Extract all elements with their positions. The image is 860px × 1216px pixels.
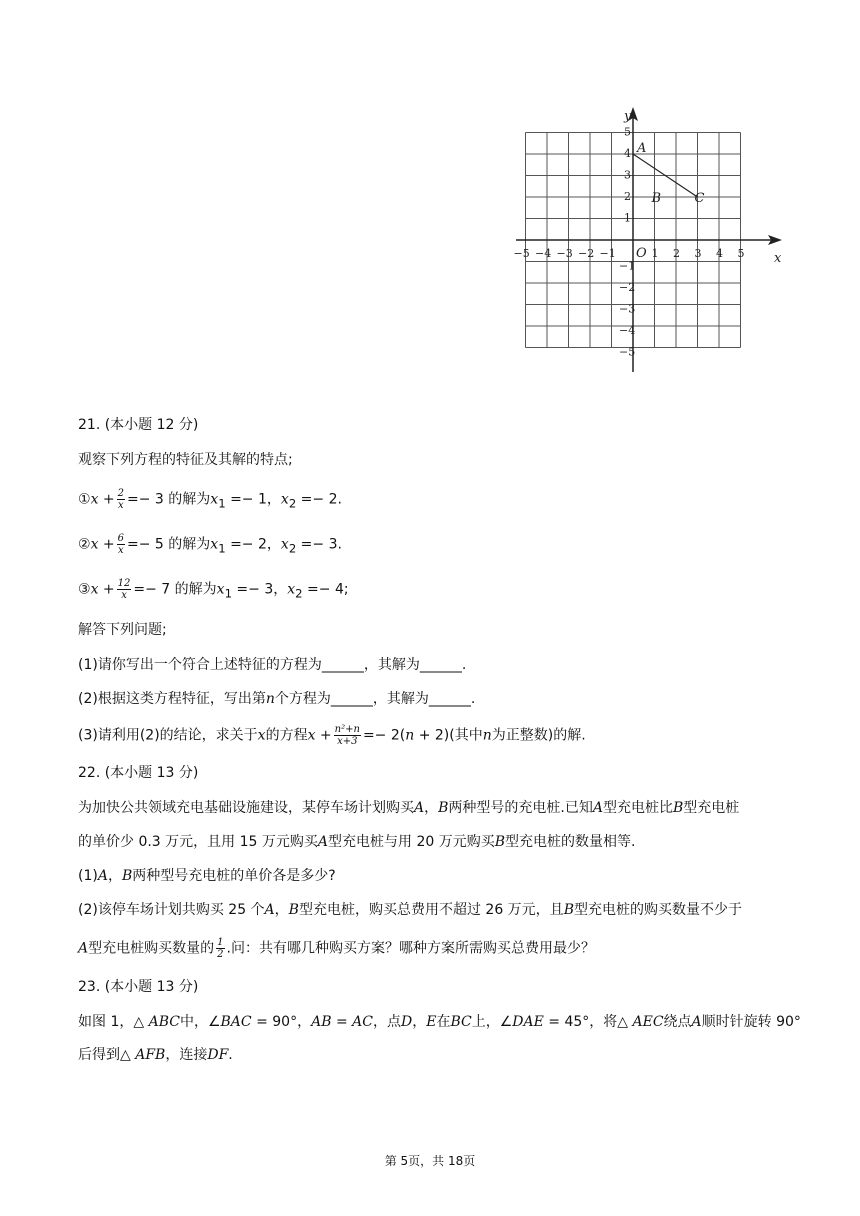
- q22-line-2: 的单价少 0.3 万元，且用 15 万元购买A型充电桩与用 20 万元购买B型充电桩的数量相等.: [78, 834, 636, 850]
- q23-line-1: 如图 1，△ ABC中，∠BAC = 90°，AB = AC，点D，E在BC上，∠DAE = 45°，将△ AEC绕点A顺时针旋转 90°: [78, 1014, 801, 1030]
- y-tick-label: −5: [619, 345, 636, 359]
- q22-part-1: (1)A，B两种型号充电桩的单价各是多少?: [78, 868, 336, 884]
- x-axis-label: x: [774, 251, 782, 266]
- y-tick-label: 4: [624, 147, 631, 160]
- x-tick-label: 3: [694, 247, 702, 260]
- q21-intro: 观察下列方程的特征及其解的特点;: [78, 452, 293, 468]
- q21-equation-3: ③x + $\frac{12}{x}$ =− 7 的解为$x_1 =- 3$，$x_2 =- 4$;: [78, 578, 349, 601]
- y-axis-label: y: [624, 109, 632, 124]
- q21-answer-intro: 解答下列问题;: [78, 622, 167, 638]
- point-label-b: B: [651, 191, 662, 206]
- coordinate-grid: [512, 104, 788, 378]
- x-tick-label: −4: [535, 247, 552, 260]
- y-tick-label: −4: [619, 324, 636, 337]
- eq-marker: ③: [78, 581, 91, 598]
- eq-marker: ①: [78, 491, 91, 508]
- x-tick-label: −5: [513, 247, 530, 260]
- q23-header: 23. (本小题 13 分): [78, 979, 199, 995]
- origin-label: O: [636, 246, 647, 261]
- q22-header: 22. (本小题 13 分): [78, 765, 199, 781]
- q21-equation-1: ①x + $\frac{2}{x}$ =− 3 的解为$x_1 =- 1$，$x_2 =- 2$.: [78, 488, 342, 511]
- x-tick-label: 5: [737, 247, 745, 260]
- y-tick-label: 1: [624, 211, 631, 225]
- y-tick-label: 3: [624, 168, 631, 182]
- point-label-a: A: [637, 141, 647, 156]
- eq-marker: ②: [78, 536, 91, 553]
- fraction: $\frac{6}{x}$: [117, 533, 125, 556]
- q22-part-2: (2)该停车场计划共购买 25 个A，B型充电桩，购买总费用不超过 26 万元，且B型充电桩的购买数量不少于: [78, 902, 742, 918]
- x-tick-label: 4: [716, 247, 723, 260]
- y-tick-label: 5: [624, 125, 631, 139]
- fraction: $\frac{1}{2}$: [217, 937, 224, 960]
- y-tick-label: −3: [619, 302, 636, 316]
- y-tick-label: −2: [619, 281, 636, 294]
- fraction: $\frac{12}{x}$: [117, 578, 131, 601]
- y-tick-label: 2: [624, 190, 631, 203]
- q21-equation-2: ②x + $\frac{6}{x}$ =− 5 的解为$x_1 =- 2$，$x_2 =- 3$.: [78, 533, 342, 556]
- fraction: $\frac{2}{x}$: [117, 488, 125, 511]
- x-tick-label: 1: [651, 247, 659, 260]
- q22-part-2-cont: A型充电桩购买数量的 $\frac{1}{2}$ .问：共有哪几种购买方案？哪种方案所需购买总费用最少？: [78, 937, 595, 960]
- x-tick-label: −3: [556, 247, 573, 260]
- q21-header: 21. (本小题 12 分): [78, 417, 199, 433]
- coordinate-grid-figure: [512, 104, 788, 378]
- q21-part-1: (1)请你写出一个符合上述特征的方程为______，其解为______.: [78, 657, 467, 673]
- point-label-c: C: [694, 191, 705, 206]
- q23-line-2: 后得到△ AFB，连接DF.: [78, 1047, 233, 1063]
- y-tick-label: −1: [619, 259, 636, 273]
- x-tick-label: −1: [599, 247, 616, 260]
- q21-part-2: (2)根据这类方程特征，写出第n个方程为______，其解为______.: [78, 691, 476, 707]
- x-tick-label: −2: [578, 247, 595, 260]
- fraction: $\frac{\text{n²+n}}{x+3}$: [334, 724, 360, 747]
- page-footer: 第 5页，共 18页: [384, 1154, 476, 1168]
- q21-part-3: (3)请利用(2)的结论，求关于x的方程x + $\frac{\text{n²+n}}{x+3}$ =− 2(n + 2)(其中n为正整数)的解.: [78, 724, 586, 747]
- x-tick-label: 2: [673, 247, 680, 260]
- q22-line-1: 为加快公共领域充电基础设施建设，某停车场计划购买A，B两种型号的充电桩.已知A型充电桩比B型充电桩: [78, 800, 740, 816]
